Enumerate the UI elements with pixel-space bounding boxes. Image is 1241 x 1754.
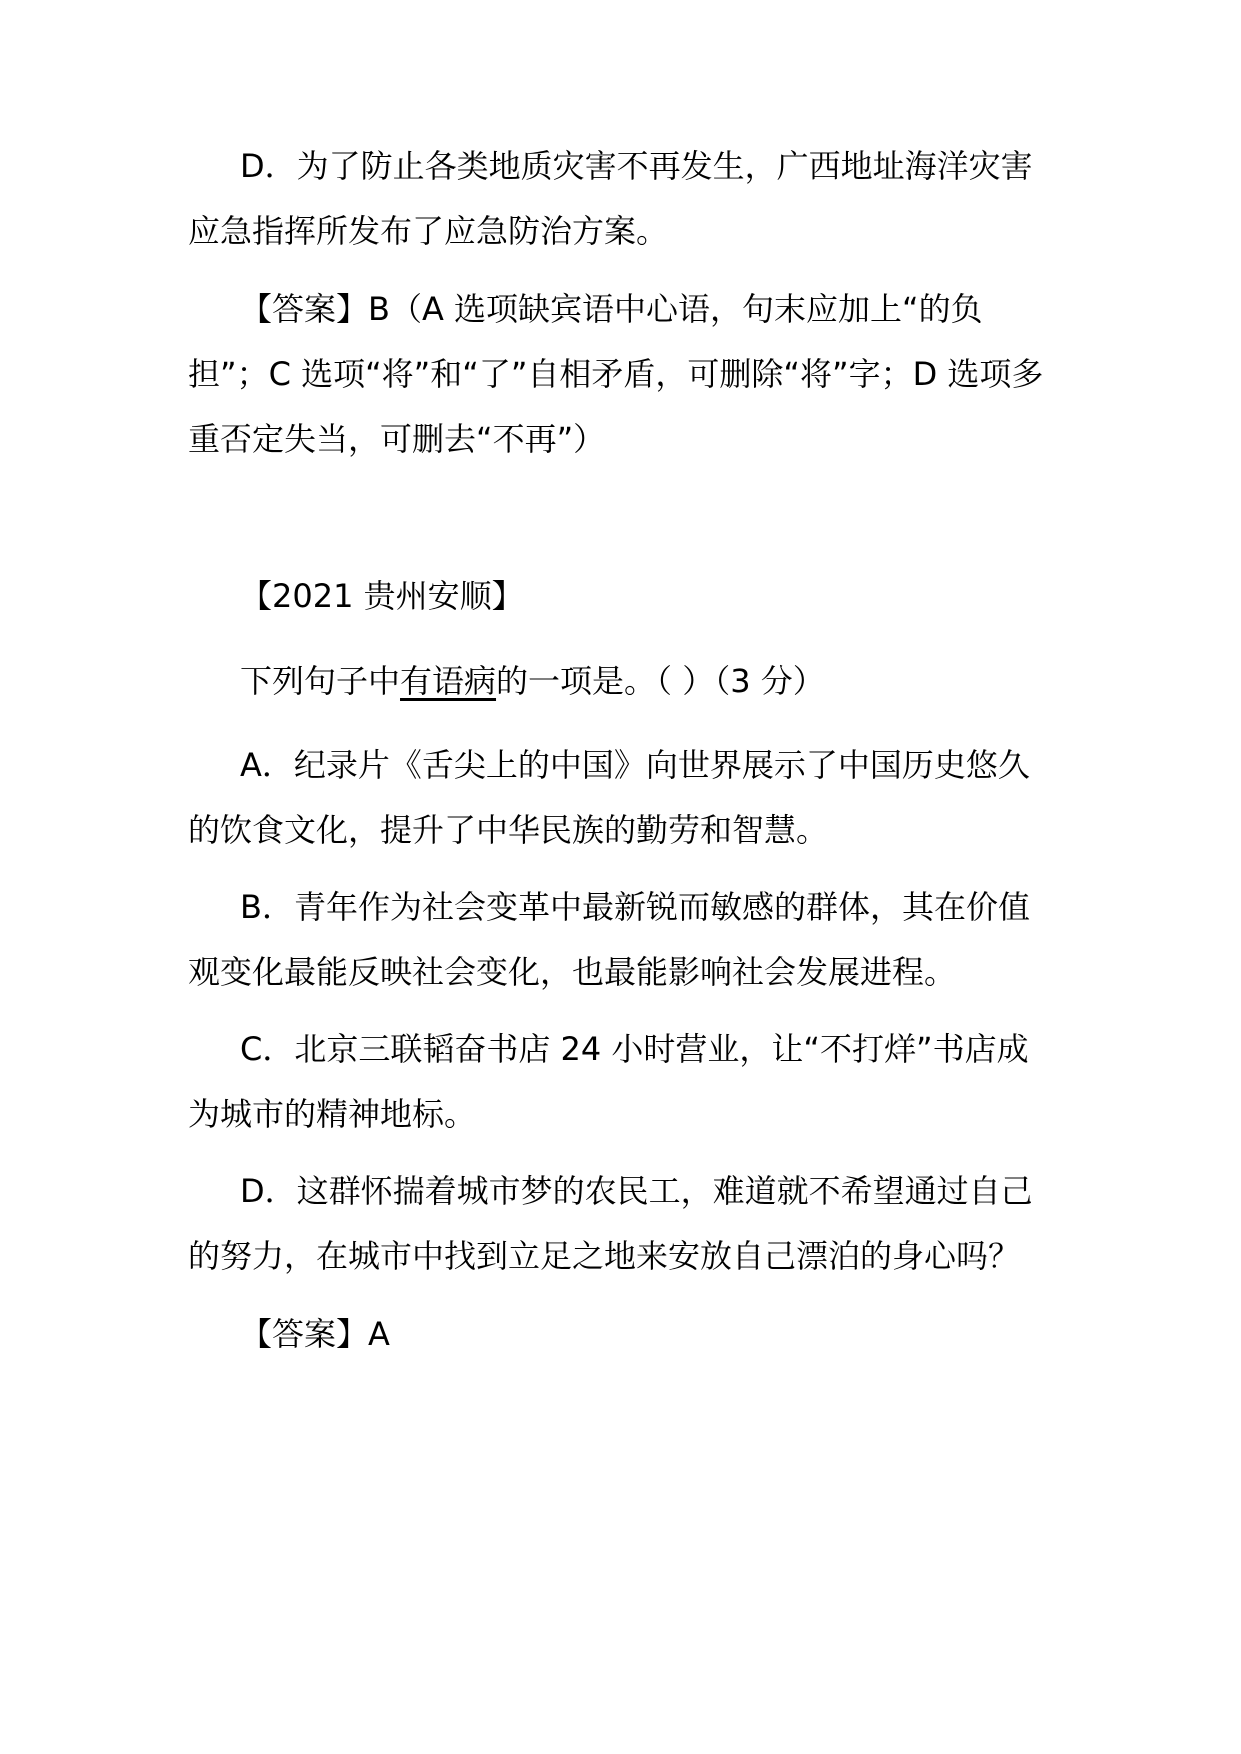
previous-option-d: D．为了防止各类地质灾害不再发生，广西地址海洋灾害应急指挥所发布了应急防治方案。 xyxy=(188,147,1033,250)
option-c: C．北京三联韬奋书店 24 小时营业，让“不打烊”书店成为城市的精神地标。 xyxy=(188,1030,1029,1133)
question-underlined: 有语病 xyxy=(400,662,497,700)
source-tag: 【2021 贵州安顺】 xyxy=(240,577,524,615)
option-b: B．青年作为社会变革中最新锐而敏感的群体，其在价值观变化最能反映社会变化，也最能影响社会发展进程。 xyxy=(188,888,1030,991)
question-prefix: 下列句子中 xyxy=(240,662,401,700)
answer: 【答案】A xyxy=(240,1315,390,1353)
option-d: D．这群怀揣着城市梦的农民工，难道就不希望通过自己的努力，在城市中找到立足之地来安放自己漂泊的身心吗？ xyxy=(188,1172,1033,1275)
question-stem xyxy=(188,649,1060,714)
question-suffix: 的一项是。（ ）（3 分） xyxy=(496,662,825,700)
option-a: A．纪录片《舌尖上的中国》向世界展示了中国历史悠久的饮食文化，提升了中华民族的勤劳和智慧。 xyxy=(188,746,1030,849)
previous-answer: 【答案】B（A 选项缺宾语中心语，句末应加上“的负担”；C 选项“将”和“了”自相矛盾，可删除“将”字；D 选项多重否定失当，可删去“不再”） xyxy=(188,290,1044,458)
